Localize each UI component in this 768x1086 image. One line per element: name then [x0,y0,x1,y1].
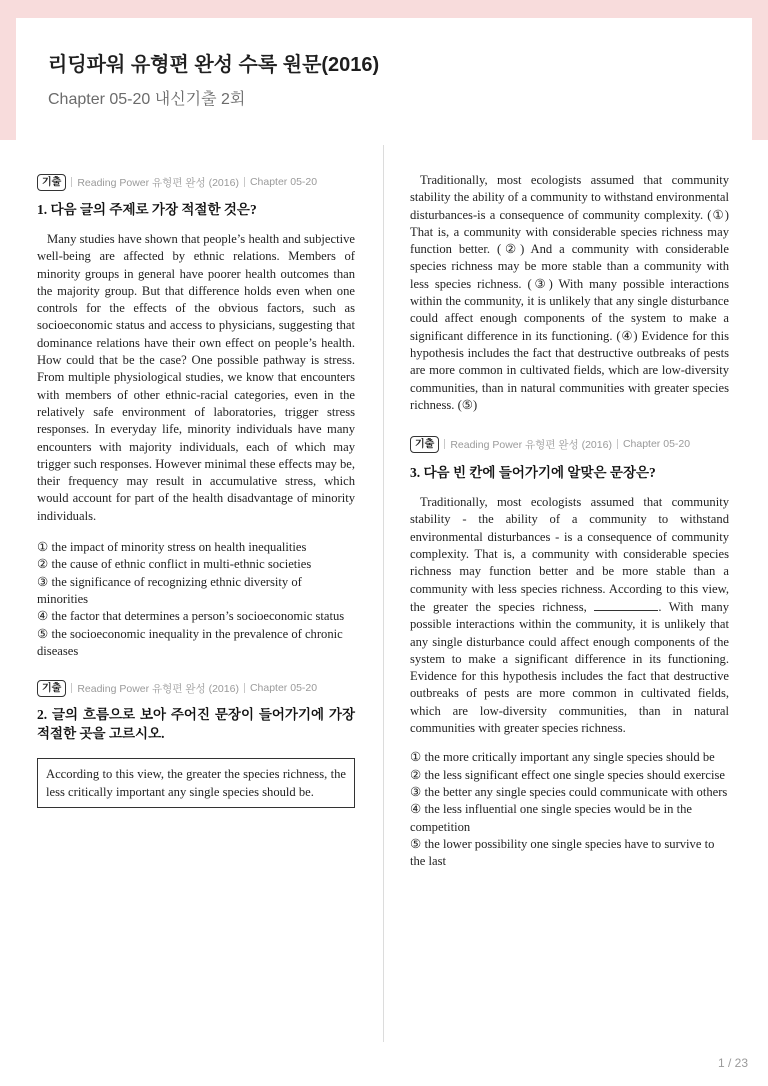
answer-option: ② the cause of ethnic conflict in multi-ethnic societies [37,557,312,572]
answer-option: ① the impact of minority stress on health inequalities [37,540,307,555]
right-column [410,172,729,870]
exam-tag-badge: 기출 [37,680,66,697]
question-1-options [37,539,355,660]
question-2-passage: Traditionally, most ecologists assumed that community stability the ability of a community to withstand environmental disturbances-is a consequence of community complexity. (①) That is, a community with considerable species richness may function better. (②) And a community with considerable species richness may be more stable than a community with less species richness. (③) With many possible interactions within the community, it is unlikely that any single disturbance could affect enough components of the system to make a significant difference in its functioning. (④) Evidence for this hypothesis includes the fact that destructive outbreaks of pests are more common in cultivated fields, which are low-diversity communities, than in natural communities with greater species richness. (⑤) [410,173,729,412]
given-sentence-box: According to this view, the greater the species richness, the less critically important any single species should be. [37,758,355,808]
answer-option: ① the more critically important any single species should be [410,750,715,765]
answer-blank [594,598,658,611]
question-1-passage: Many studies have shown that people’s health and subjective well-being are affected by ethnic relations. Members of minority groups in general have poorer health outcomes than the majority group. But that difference holds even when one controls for the effects of the obvious factors, such as socioeconomic status and access to physicians, suggesting that dominance relations have their own effect on people’s health. How could that be the case? One possible pathway is stress. From multiple physiological studies, we know that encounters with members of other ethnic-racial categories, even in the relatively safe environment of laboratories, trigger stress responses. In everyday life, minority individuals have many encounters with majority individuals, each of which may trigger such responses. However minimal these effects may be, their frequency may result in accumulative stress, which would account for part of the health disadvantage of minority individuals. [37,232,356,523]
column-divider [383,145,384,1042]
answer-option: ⑤ the lower possibility one single species have to survive to the last [410,836,715,869]
document-subtitle: Chapter 05-20 내신기출 2회 [48,91,246,108]
chapter-label: Chapter 05-20 [249,682,318,695]
header-card [16,18,752,140]
source-separator [244,177,245,187]
page-number: 1 / 23 [717,1056,748,1070]
question-3-prompt: 3. 다음 빈 칸에 들어가기에 알맞은 문장은? [410,465,656,481]
passage-text-before-blank: Traditionally, most ecologists assumed that community stability - the ability of a community to withstand environmental disturbances - is a consequence of community complexity. That is, a community with considerable species richness may function better and be more stable than a community with less species richness. According to this view, the greater the species richness, [410,495,729,614]
chapter-label: Chapter 05-20 [622,438,691,451]
question-1-prompt: 1. 다음 글의 주제로 가장 적절한 것은? [37,202,257,217]
answer-option: ⑤ the socioeconomic inequality in the prevalence of chronic diseases [37,626,343,658]
source-label: Reading Power 유형편 완성 (2016) [77,682,239,695]
source-separator [71,177,72,187]
source-separator [71,683,72,693]
question-source-row [37,679,355,697]
question-2-prompt: 2. 글의 흐름으로 보아 주어진 문장이 들어가기에 가장 적절한 곳을 고르시오. [37,707,355,742]
chapter-label: Chapter 05-20 [249,176,318,188]
question-3-options [410,749,729,870]
question-source-row [37,173,355,191]
source-label: Reading Power 유형편 완성 (2016) [77,176,239,189]
answer-option: ② the less significant effect one single species should exercise [410,767,725,782]
exam-tag-badge: 기출 [37,174,66,191]
passage-text-after-blank: . With many possible interactions within the community, it is unlikely that any single disturbance could affect enough components of the system to make a significant difference in its functioning. Evidence for this hypothesis includes the fact that destructive outbreaks of pests are more common in cultivated fields, which are low-diversity communities, than in natural communities with greater species richness. [410,599,730,736]
source-label: Reading Power 유형편 완성 (2016) [450,438,612,451]
answer-option: ③ the significance of recognizing ethnic diversity of minorities [37,574,302,606]
source-separator [617,439,618,449]
left-column [37,173,355,808]
question-source-row [410,435,729,453]
source-separator [444,439,445,449]
answer-option: ④ the factor that determines a person’s socioeconomic status [37,609,345,624]
exam-tag-badge: 기출 [410,436,439,453]
source-separator [244,683,245,693]
answer-option: ④ the less influential one single species would be in the competition [410,802,692,834]
answer-option: ③ the better any single species could communicate with others [410,784,728,799]
document-title: 리딩파워 유형편 완성 수록 원문(2016) [48,54,380,76]
header-banner [0,0,768,140]
question-3-passage [410,494,729,737]
